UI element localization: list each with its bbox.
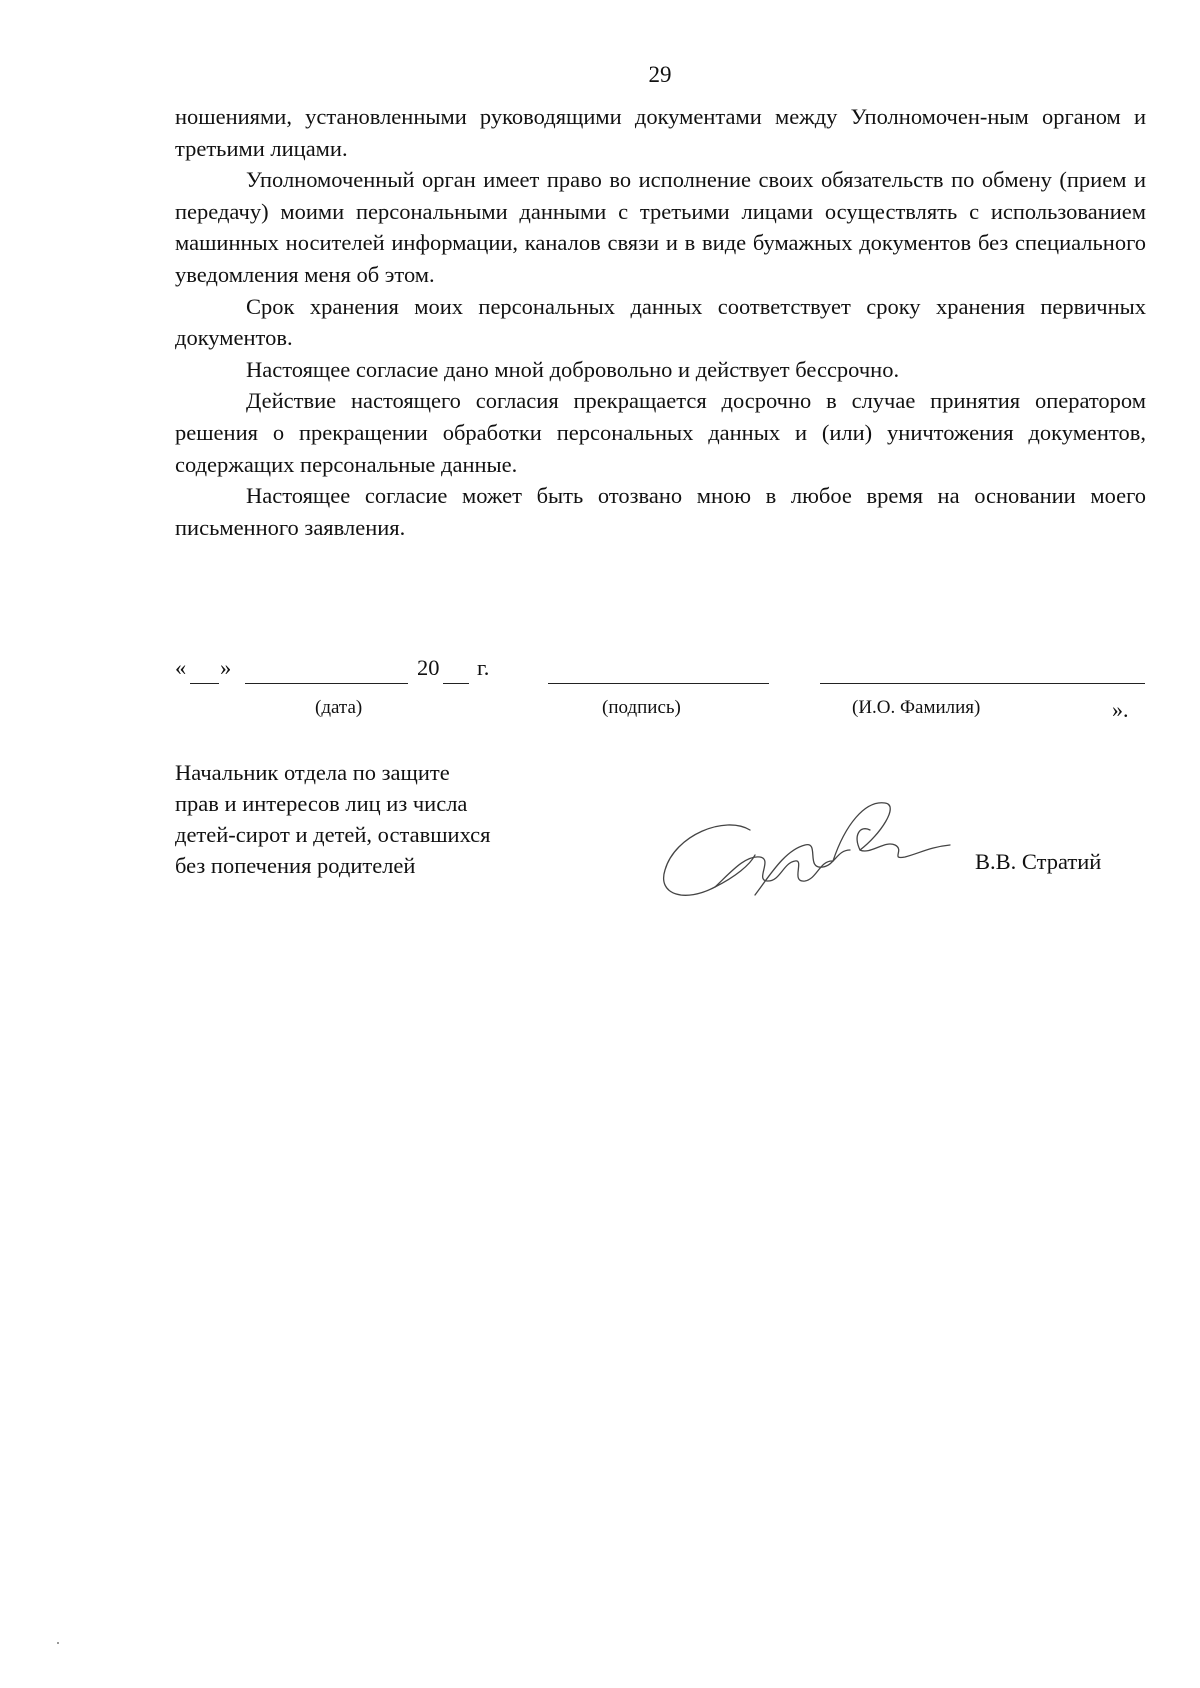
signer-name: В.В. Стратий	[975, 849, 1102, 874]
name-caption: (И.О. Фамилия)	[852, 697, 981, 718]
signature-stroke	[833, 803, 950, 861]
paragraph: Уполномоченный орган имеет право во исполнение своих обязательств по обмену (прием и передачу) моими персональными данными с третьими лицами осуществлять с использованием машинных носителей информации, каналов связи и в виде бумажных документов без специального уведомления меня об этом.	[175, 167, 1146, 287]
year-blank	[443, 683, 469, 684]
quote-open: «	[175, 655, 187, 680]
handwritten-signature	[655, 795, 955, 915]
position-line: Начальник отдела по защите	[175, 760, 450, 785]
end-mark: ».	[1112, 697, 1129, 722]
signature-stroke	[715, 857, 833, 887]
name-blank	[820, 683, 1145, 684]
year-prefix: 20	[417, 655, 440, 680]
position-line: детей-сирот и детей, оставшихся	[175, 822, 491, 847]
signer-position	[175, 757, 595, 881]
paragraph: Действие настоящего согласия прекращается досрочно в случае принятия оператором решения о прекращении обработки персональных данных и (или) уничтожения документов, содержащих персональные данные.	[175, 388, 1146, 477]
year-suffix: г.	[477, 655, 490, 680]
paragraph: Настоящее согласие дано мной добровольно и действует бессрочно.	[246, 356, 900, 382]
month-blank	[245, 683, 408, 684]
paragraph: ношениями, установленными руководящими документами между Уполномочен-ным органом и третьими лицами.	[175, 104, 1146, 161]
page-number: 29	[648, 62, 672, 87]
date-caption: (дата)	[315, 697, 363, 718]
day-blank	[190, 683, 219, 684]
paragraph: Срок хранения моих персональных данных соответствует сроку хранения первичных документов.	[175, 293, 1146, 351]
scan-speck	[57, 1642, 59, 1644]
paragraph: Настоящее согласие может быть отозвано мною в любое время на основании моего письменного заявления.	[175, 483, 1146, 540]
position-line: без попечения родителей	[175, 853, 416, 878]
signature-blank	[548, 683, 769, 684]
signature-stroke	[664, 825, 755, 895]
position-line: прав и интересов лиц из числа	[175, 791, 468, 816]
signature-fill-row	[175, 655, 1150, 722]
quote-close: »	[220, 655, 232, 680]
signature-caption: (подпись)	[602, 697, 681, 718]
consent-body	[175, 101, 1146, 543]
